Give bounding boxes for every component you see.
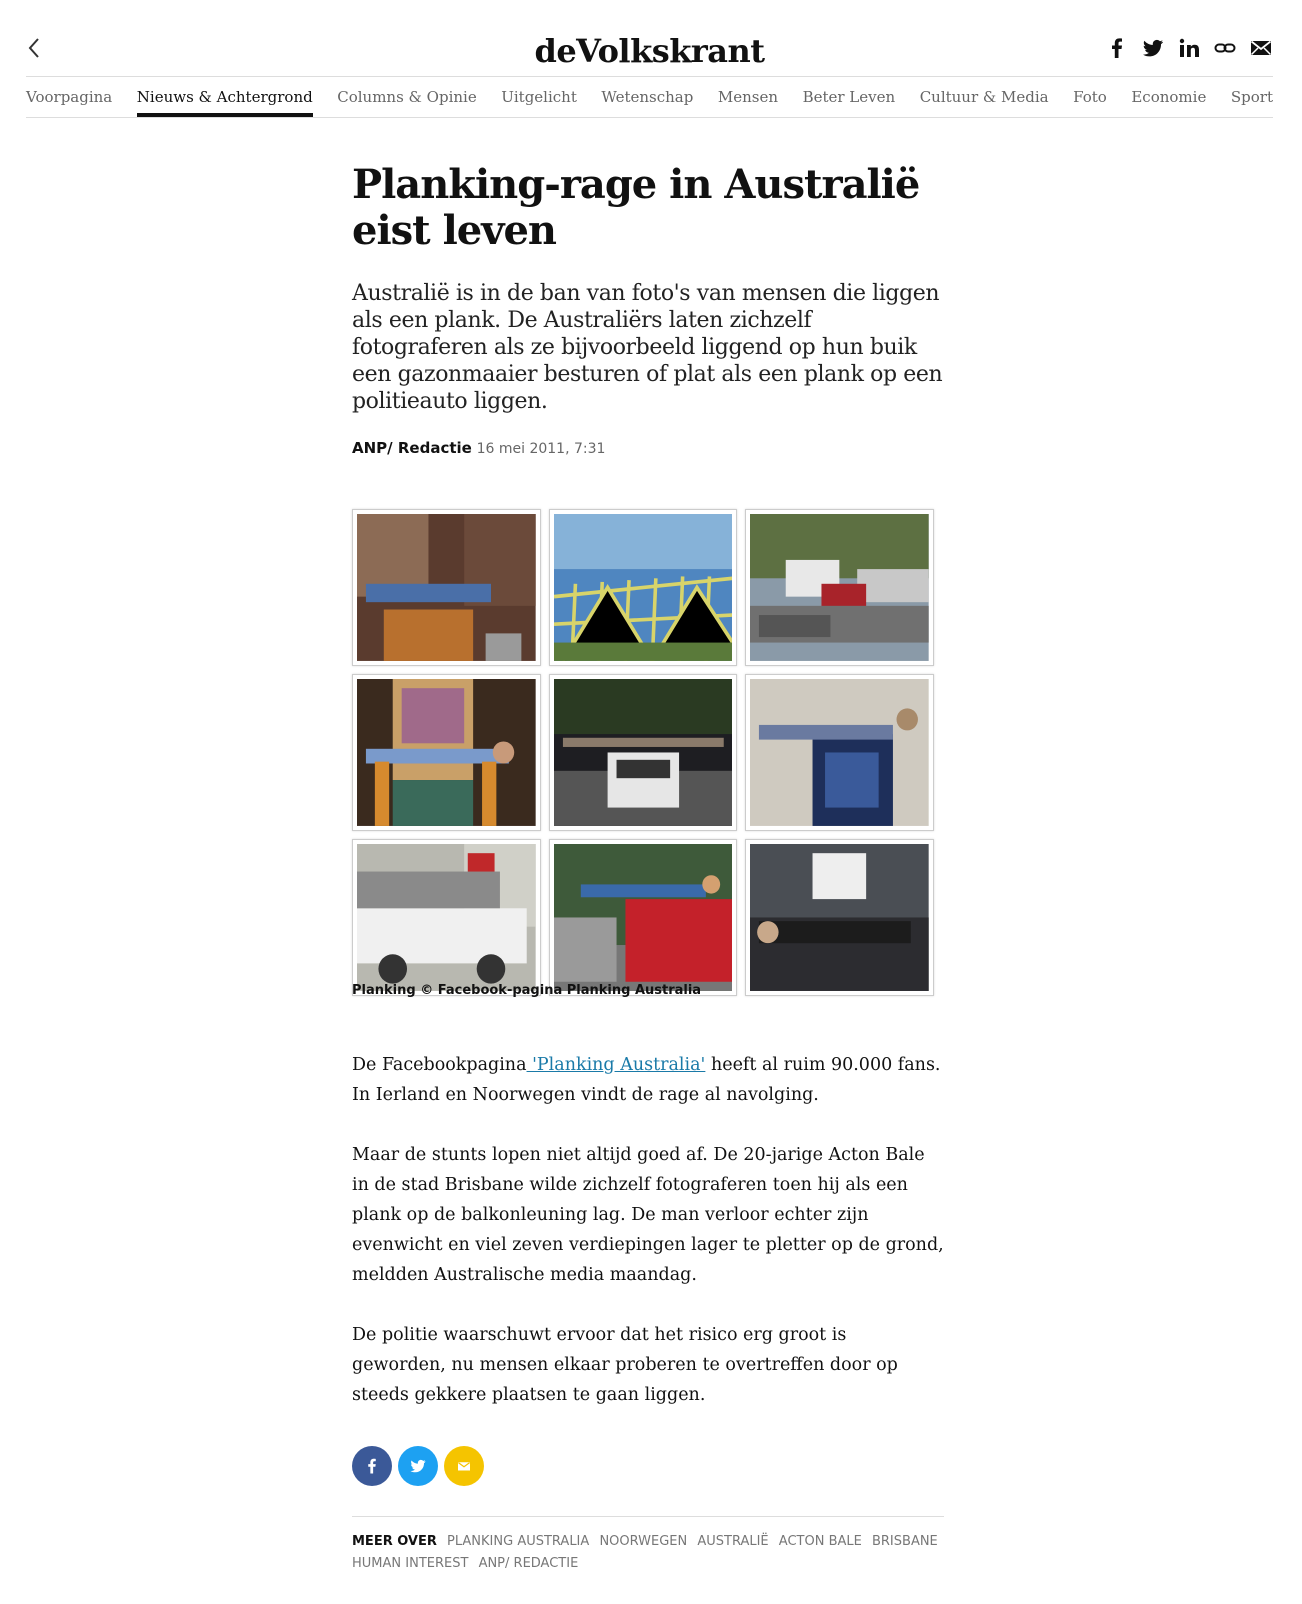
photo-tile [745,674,934,831]
nav-item-sport[interactable]: Sport [1230,88,1273,106]
byline-author[interactable]: ANP/ Redactie [352,439,472,457]
tag-list [352,1516,944,1575]
byline [352,439,944,457]
nav-item-columns-opinie[interactable]: Columns & Opinie [337,88,477,106]
facebook-icon [363,1457,381,1475]
tag-item[interactable]: HUMAN INTEREST [352,1556,469,1571]
site-logo[interactable]: deVolkskrant [534,32,765,70]
nav-item-cultuur-media[interactable]: Cultuur & Media [919,88,1049,106]
tag-item[interactable]: PLANKING AUSTRALIA [447,1534,590,1549]
nav-item-voorpagina[interactable]: Voorpagina [26,88,113,106]
photo-tile [549,839,738,996]
site-header [26,28,1273,76]
photo-tile [549,674,738,831]
photo-collage[interactable] [352,509,934,973]
photo-tile [549,509,738,666]
mail-share-button[interactable] [444,1446,484,1486]
nav-item-uitgelicht[interactable]: Uitgelicht [501,88,577,106]
nav-item-wetenschap[interactable]: Wetenschap [601,88,694,106]
twitter-icon [409,1457,427,1475]
twitter-icon[interactable] [1141,36,1165,60]
nav-item-economie[interactable]: Economie [1131,88,1207,106]
linkedin-icon[interactable] [1177,36,1201,60]
article-intro: Australië is in de ban van foto's van mensen die liggen als een plank. De Australiërs laten zichzelf fotograferen als ze bijvoorbeeld liggend op hun buik een gazonmaaier besturen of plat als een plank op een politieauto liggen. [352,281,943,414]
mail-icon[interactable] [1249,36,1273,60]
nav-item-nieuws-achtergrond[interactable]: Nieuws & Achtergrond [137,77,313,117]
facebook-icon[interactable] [1105,36,1129,60]
share-buttons [352,1446,944,1486]
paragraph [352,1050,944,1110]
link-icon[interactable] [1213,36,1237,60]
article-figure [352,509,944,998]
paragraph: De politie waarschuwt ervoor dat het risico erg groot is geworden, nu mensen elkaar proberen te overtreffen door op steeds gekkere plaatsen te gaan liggen. [352,1325,898,1405]
article-body [352,1050,944,1410]
tags-label: MEER OVER [352,1534,437,1549]
share-toolbar [1105,36,1273,60]
photo-tile [352,509,541,666]
tag-item[interactable]: BRISBANE [871,1534,938,1549]
facebook-share-button[interactable] [352,1446,392,1486]
article [352,162,944,1575]
figure-caption: Planking © Facebook-pagina Planking Australia [352,983,702,998]
photo-tile [745,509,934,666]
photo-tile [352,839,541,996]
nav-item-mensen[interactable]: Mensen [717,88,779,106]
mail-icon [455,1457,473,1475]
tag-item[interactable]: ACTON BALE [778,1534,862,1549]
paragraph-text: De Facebookpagina [352,1055,527,1075]
tag-item[interactable]: ANP/ REDACTIE [478,1556,579,1571]
tag-item[interactable]: AUSTRALIË [697,1534,769,1549]
byline-date: 16 mei 2011, 7:31 [476,441,606,457]
photo-tile [352,674,541,831]
section-navigation [26,76,1273,118]
nav-item-beter-leven[interactable]: Beter Leven [802,88,896,106]
paragraph-text: heeft al ruim 90.000 fans. In Ierland en Noorwegen vindt de rage al navolging. [352,1055,941,1105]
nav-item-foto[interactable]: Foto [1073,88,1107,106]
planking-australia-link[interactable]: 'Planking Australia' [526,1055,706,1075]
article-title: Planking-rage in Australië eist leven [352,161,920,254]
tag-item[interactable]: NOORWEGEN [599,1534,688,1549]
twitter-share-button[interactable] [398,1446,438,1486]
photo-tile [745,839,934,996]
paragraph: Maar de stunts lopen niet altijd goed af. De 20-jarige Acton Bale in de stad Brisbane wilde zichzelf fotograferen toen hij als een plank op de balkonleuning lag. De man verloor echter zijn evenwicht en viel zeven verdiepingen lager te pletter op de grond, meldden Australische media maandag. [352,1145,944,1285]
